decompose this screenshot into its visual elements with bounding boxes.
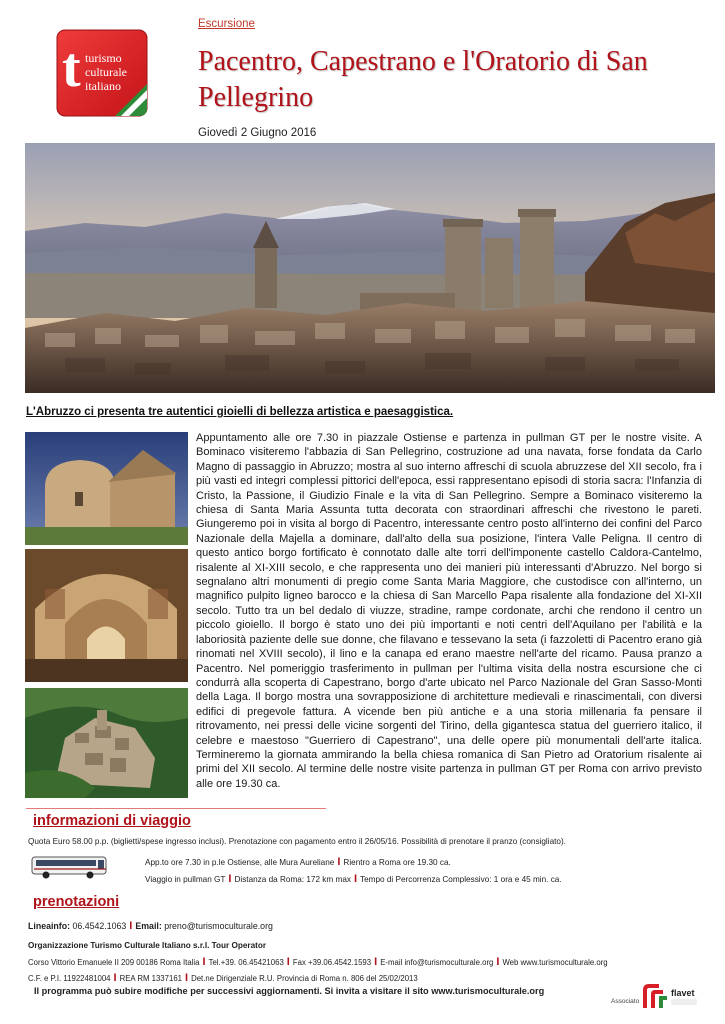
booking-contacts: Lineainfo: 06.4542.1063 I Email: preno@turismoculturale.org <box>28 920 273 932</box>
booking-email[interactable]: preno@turismoculturale.org <box>164 921 273 931</box>
lineainfo-label: Lineainfo: <box>28 921 71 931</box>
capestrano-village-image <box>25 688 188 798</box>
organizer-legal: C.F. e P.I. 11922481004 I REA RM 1337161 I Det.ne Dirigenziale R.U. Provincia di Roma n. 806 del 25/02/2013 <box>28 972 418 984</box>
departure-info: App.to ore 7.30 in p.le Ostiense, alle Mura Aureliane <box>145 858 335 867</box>
bus-icon <box>30 853 110 881</box>
footer-fax: Fax +39.06.4542.1593 <box>292 958 372 967</box>
intro-line: L'Abruzzo ci presenta tre autentici gioielli di bellezza artistica e paesaggistica. <box>26 406 454 418</box>
address-text: Corso Vittorio Emanuele II 209 00186 Roma Italia <box>28 958 200 967</box>
lineainfo-phone[interactable]: 06.4542.1063 <box>72 921 127 931</box>
category-label: Escursione <box>198 18 255 30</box>
info-section-title: informazioni di viaggio <box>33 813 191 829</box>
logo-line-2: culturale <box>85 65 127 79</box>
rea-number: REA RM 1337161 <box>119 974 182 983</box>
transport-info: Viaggio in pullman GT <box>145 875 226 884</box>
email-label: Email: <box>135 921 162 931</box>
duration-info: Tempo di Percorrenza Complessivo: 1 ora e 45 min. ca. <box>360 875 562 884</box>
disclaimer: Il programma può subire modifiche per successivi aggiornamenti. Si invita a visitare il sito www.turismoculturale.org <box>34 986 545 996</box>
hero-image-pacentro <box>25 143 715 393</box>
footer-email[interactable]: E-mail info@turismoculturale.org <box>380 958 494 967</box>
logo-line-1: turismo <box>85 51 122 65</box>
trip-times: App.to ore 7.30 in p.le Ostiense, alle Mura Aureliane I Rientro a Roma ore 19.30 ca. <box>145 856 451 868</box>
footer-web[interactable]: Web www.turismoculturale.org <box>502 958 608 967</box>
booking-section-title: prenotazioni <box>33 894 120 910</box>
logo-line-3: italiano <box>85 79 121 93</box>
abbey-exterior-image <box>25 432 188 545</box>
footer-tel: Tel.+39. 06.45421063 <box>208 958 284 967</box>
abbey-interior-image <box>25 549 188 682</box>
svg-text:t: t <box>62 37 81 99</box>
svg-text:flavet: flavet <box>671 988 695 998</box>
turismo-culturale-logo <box>55 28 150 120</box>
flavet-logo <box>641 982 703 1012</box>
organizer-name: Organizzazione Turismo Culturale Italiano s.r.l. Tour Operator <box>28 941 267 950</box>
page-title: Pacentro, Capestrano e l'Oratorio di San Pellegrino <box>198 46 648 113</box>
vat-number: C.F. e P.I. 11922481004 <box>28 974 111 983</box>
price-info: Quota Euro 58.00 p.p. (biglietti/spese ingresso inclusi). Prenotazione con pagamento entro il 26/05/16. Possibilità di prenotare il pranzo (consigliato). <box>28 837 566 846</box>
event-date: Giovedì 2 Giugno 2016 <box>198 127 317 139</box>
license-info: Det.ne Dirigenziale R.U. Provincia di Roma n. 806 del 25/02/2013 <box>191 974 418 983</box>
excursion-description: Appuntamento alle ore 7.30 in piazzale Ostiense e partenza in pullman GT per le nostre visite. A Bominaco visiteremo l'abbazia di San Pellegrino, costruzione ad una navata, forse fondata da Carlo Magno di passaggio in Abruzzo; mostra al suo interno affreschi di scuola abruzzese del XII secolo, fra i più vasti ed integri complessi pittorici dell'epoca, essi rappresentano episodi di storia sacra: l'Infanzia di Cristo, la Passione, il Giudizio Finale e la vita di San Pellegrino. Sempre a Bominaco visiteremo la chiesa di Santa Maria Assunta tutta decorata con straordinari affreschi che rivestono le pareti. Giungeremo poi in visita al borgo di Pacentro, interessante centro posto all'interno dei confini del Parco Nazionale della Majella a dominare, dall'alto della sua posizione, l'intera Valle Peligna. Il centro di questo antico borgo fortificato è connotato dalle alte torri dell'imponente castello Caldora-Cantelmo, risalente al XI-XIII secolo, e che rappresenta uno dei manieri più interessanti d'Abruzzo. Nel borgo si segnalano altri monumenti di pregio come Santa Maria Maggiore, che custodisce con all'interno, un magnifico pulpito ligneo barocco e la chiesa di San Marcello Papa risalente alla fondazione del XI-XII secolo. Tutto tra un bel dedalo di viuzze, stradine, rampe cordonate, archi che rendono il centro un piccolo gioiello. Il borgo è stato uno dei più importanti e noti centri dell'Aquilano per l'abilità e la laboriosità paziente delle sue donne, che filavano e tessevano la seta (i fazzoletti di Pacentro erano già rinomati nel XVIII secolo), il lino e la canapa ed erano maestre nell'arte del ricamo. Pausa pranzo a Pacentro. Nel pomeriggio trasferimento in pullman per l'ultima visita della nostra escursione che ci condurrà alla scoperta di Capestrano, borgo d'arte ubicato nel Parco Nazionale del Gran Sasso-Monti della Laga. Il borgo mostra una sovrapposizione di architetture medievali e rinascimentali, con diversi edifici di pregevole fattura. A vicende ben più antiche e a una storia millenaria fa pensare il ritrovamento, nei pressi delle vicine sorgenti del Tirino, della gigantesca statua del guerriero italico, il celebre e maestoso "Guerriero di Capestrano", una delle opere più monumentali dell'arte italica. Termineremo la giornata ammirando la bella chiesa romanica di San Pietro ad Oratorium risalente ai primi del XII secolo. Al termine delle nostre visite partenza in pullman GT per Roma con arrivo previsto alle ore 19.30 ca. <box>196 432 702 790</box>
distance-info: Distanza da Roma: 172 km max <box>234 875 351 884</box>
section-divider <box>26 808 326 809</box>
trip-details: Viaggio in pullman GT I Distanza da Roma: 172 km max I Tempo di Percorrenza Complessivo: 1 ora e 45 min. ca. <box>145 873 562 885</box>
return-info: Rientro a Roma ore 19.30 ca. <box>343 858 451 867</box>
associato-label: Associato <box>611 998 640 1005</box>
organizer-address: Corso Vittorio Emanuele II 209 00186 Roma Italia I Tel.+39. 06.45421063 I Fax +39.06.4542.1593 I E-mail info@turismoculturale.org I Web www.turismoculturale.org <box>28 956 608 968</box>
